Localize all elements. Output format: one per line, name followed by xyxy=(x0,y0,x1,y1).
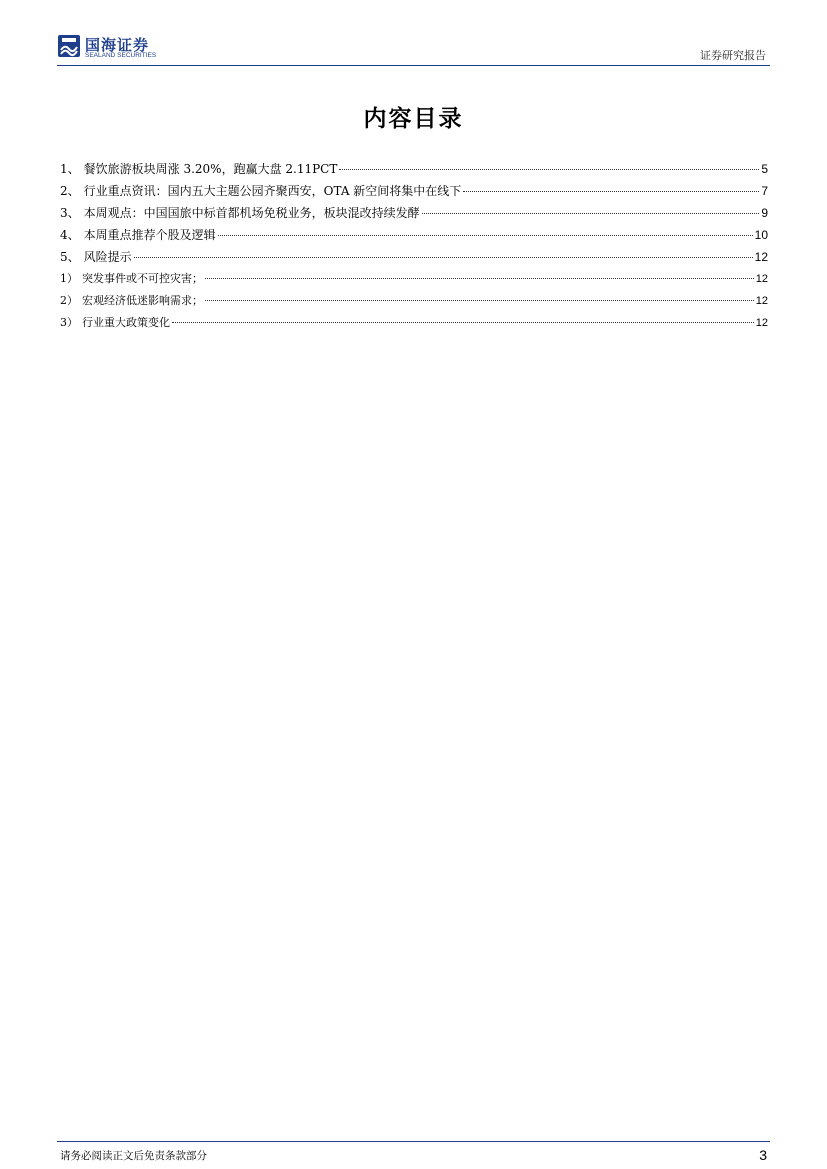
toc-entry-label: 行业重大政策变化 xyxy=(82,316,170,329)
toc-entry-page: 12 xyxy=(755,317,768,329)
toc-entry-label: 风险提示 xyxy=(83,250,132,264)
toc-entry-number: 1） xyxy=(60,272,78,285)
toc-entry-page: 5 xyxy=(761,162,768,176)
toc-dot-leader xyxy=(218,235,753,236)
toc-entry-title xyxy=(60,204,420,221)
footer-divider xyxy=(57,1141,770,1142)
page-title: 内容目录 xyxy=(363,105,464,132)
toc-entry-number: 3、 xyxy=(60,206,80,220)
toc-entry-page: 9 xyxy=(761,206,768,220)
toc-entry-number: 4、 xyxy=(60,228,80,242)
logo-chinese-name: 国海证券 xyxy=(85,36,150,54)
toc-entry-number: 3） xyxy=(60,316,78,329)
toc-entry-title xyxy=(60,314,170,330)
toc-entry-title xyxy=(60,248,132,265)
toc-dot-leader xyxy=(205,300,754,301)
toc-entry-label: 行业重点资讯：国内五大主题公园齐聚西安，OTA 新空间将集中在线下 xyxy=(83,184,462,198)
toc-entry-page: 12 xyxy=(755,273,768,285)
toc-entry[interactable] xyxy=(60,204,768,226)
toc-dot-leader xyxy=(463,191,759,192)
toc-entry-number: 5、 xyxy=(60,250,80,264)
toc-dot-leader xyxy=(422,213,760,214)
report-type-label: 证券研究报告 xyxy=(700,49,766,62)
toc-entry-page: 10 xyxy=(754,228,768,242)
toc-entry-number: 2、 xyxy=(60,184,80,198)
toc-entry[interactable] xyxy=(60,182,768,204)
toc-entry-title xyxy=(60,270,203,286)
toc-entry-title xyxy=(60,160,337,177)
toc-entry[interactable] xyxy=(60,292,768,314)
toc-entry-label: 餐饮旅游板块周涨 3.20%，跑赢大盘 2.11PCT xyxy=(83,162,338,176)
logo-english-name: SEALAND SECURITIES xyxy=(85,52,157,59)
toc-entry-page: 7 xyxy=(761,184,768,198)
toc-entry-title xyxy=(60,182,461,199)
toc-entry[interactable] xyxy=(60,270,768,292)
toc-entry-number: 1、 xyxy=(60,162,80,176)
sealand-logo-icon xyxy=(57,34,81,58)
toc-entry-label: 本周重点推荐个股及逻辑 xyxy=(83,228,216,242)
page-header xyxy=(57,32,770,64)
toc-entry-label: 突发事件或不可控灾害； xyxy=(82,272,203,285)
toc-entry[interactable] xyxy=(60,160,768,182)
toc-entry-label: 本周观点：中国国旅中标首都机场免税业务，板块混改持续发酵 xyxy=(83,206,420,220)
toc-entry-page: 12 xyxy=(754,250,768,264)
toc-entry-label: 宏观经济低迷影响需求； xyxy=(82,294,203,307)
toc-entry[interactable] xyxy=(60,226,768,248)
toc-entry-number: 2） xyxy=(60,294,78,307)
toc-entry[interactable] xyxy=(60,314,768,336)
toc-dot-leader xyxy=(134,257,753,258)
toc-entry-title xyxy=(60,226,216,243)
header-divider xyxy=(57,65,770,66)
toc-entry-page: 12 xyxy=(755,295,768,307)
toc-dot-leader xyxy=(205,278,754,279)
footer-disclaimer: 请务必阅读正文后免责条款部分 xyxy=(60,1150,207,1162)
table-of-contents xyxy=(60,160,768,336)
toc-entry[interactable] xyxy=(60,248,768,270)
toc-dot-leader xyxy=(172,322,754,323)
page-number: 3 xyxy=(759,1147,767,1163)
toc-dot-leader xyxy=(339,169,759,170)
toc-entry-title xyxy=(60,292,203,308)
company-logo xyxy=(57,32,177,64)
